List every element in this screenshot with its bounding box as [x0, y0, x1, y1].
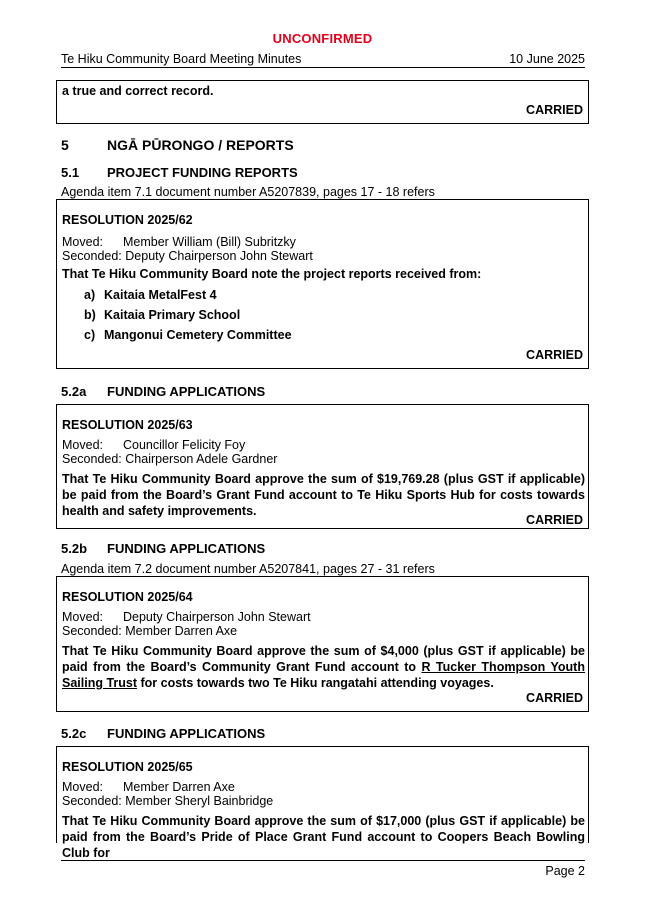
- resolution-text: That Te Hiku Community Board approve the sum of $19,769.28 (plus GST if applicable) be paid from the Board’s Grant Fund account to Te Hiku Sports Hub for costs towards health and safety improvements.: [62, 472, 585, 518]
- list-text: Kaitaia Primary School: [104, 308, 241, 322]
- resolution-text: [62, 643, 585, 691]
- section-5-2b-heading: [61, 541, 265, 556]
- list-label: b): [84, 308, 96, 322]
- footer-divider: [61, 860, 585, 861]
- resolution-text-part: for costs towards two Te Hiku rangatahi attending voyages.: [137, 676, 494, 690]
- section-number: 5.1: [61, 165, 80, 180]
- carried-label: CARRIED: [526, 103, 583, 117]
- seconded-label: Seconded:: [62, 249, 122, 263]
- moved-line: [62, 438, 245, 452]
- section-5-2a-heading: [61, 384, 265, 399]
- resolution-number: RESOLUTION 2025/65: [62, 760, 193, 774]
- resolution-text: That Te Hiku Community Board approve the sum of $17,000 (plus GST if applicable) be paid from the Board’s Pride of Place Grant Fund account to Coopers Beach Bowling Club for: [62, 814, 585, 860]
- seconded-label: Seconded:: [62, 452, 122, 466]
- unconfirmed-stamp: UNCONFIRMED: [272, 31, 373, 46]
- moved-by: Councillor Felicity Foy: [123, 438, 246, 452]
- list-label: a): [84, 288, 96, 302]
- recipient-name: R Tucker Thompson Youth Sailing Trust: [62, 660, 585, 690]
- resolution-number: RESOLUTION 2025/62: [62, 213, 193, 227]
- agenda-reference: Agenda item 7.1 document number A5207839, pages 17 - 18 refers: [61, 185, 435, 199]
- list-label: c): [84, 328, 96, 342]
- moved-line: [62, 780, 235, 794]
- seconded-by: Deputy Chairperson John Stewart: [125, 249, 313, 263]
- top-resolution-box: [56, 80, 589, 124]
- moved-line: [62, 610, 311, 624]
- list-text: Mangonui Cemetery Committee: [104, 328, 292, 342]
- carried-label: CARRIED: [526, 348, 583, 362]
- resolution-box-2025-65: [56, 746, 589, 860]
- section-title: PROJECT FUNDING REPORTS: [107, 165, 298, 180]
- moved-by: Member William (Bill) Subritzky: [123, 235, 296, 249]
- section-title: FUNDING APPLICATIONS: [107, 541, 266, 556]
- seconded-by: Member Sheryl Bainbridge: [125, 794, 274, 808]
- resolution-text-part: That Te Hiku Community Board approve the sum of $4,000 (plus GST if applicable) be paid from the Board’s Community Grant Fund account to: [62, 644, 585, 674]
- section-title: FUNDING APPLICATIONS: [107, 384, 266, 399]
- section-number: 5.2a: [61, 384, 87, 399]
- section-title: NGĀ PŪRONGO / REPORTS: [107, 137, 294, 153]
- moved-by: Deputy Chairperson John Stewart: [123, 610, 311, 624]
- header-title: Te Hiku Community Board Meeting Minutes: [61, 52, 302, 66]
- seconded-line: [62, 624, 237, 638]
- section-number: 5.2b: [61, 541, 88, 556]
- seconded-line: [62, 249, 313, 263]
- seconded-line: [62, 794, 273, 808]
- carried-label: CARRIED: [526, 691, 583, 705]
- moved-label: Moved:: [62, 610, 103, 624]
- moved-label: Moved:: [62, 438, 103, 452]
- section-5-2c-heading: [61, 726, 265, 741]
- agenda-reference: Agenda item 7.2 document number A5207841, pages 27 - 31 refers: [61, 562, 435, 576]
- list-item: [84, 288, 217, 302]
- page-number: Page 2: [545, 864, 585, 878]
- moved-label: Moved:: [62, 235, 103, 249]
- seconded-label: Seconded:: [62, 794, 122, 808]
- seconded-line: [62, 452, 277, 466]
- moved-line: [62, 235, 296, 249]
- seconded-label: Seconded:: [62, 624, 122, 638]
- resolution-box-2025-63: [56, 404, 589, 529]
- moved-label: Moved:: [62, 780, 103, 794]
- section-5-1-heading: [61, 165, 298, 180]
- moved-by: Member Darren Axe: [123, 780, 235, 794]
- resolution-number: RESOLUTION 2025/64: [62, 590, 193, 604]
- resolution-number: RESOLUTION 2025/63: [62, 418, 193, 432]
- seconded-by: Chairperson Adele Gardner: [125, 452, 278, 466]
- list-text: Kaitaia MetalFest 4: [104, 288, 217, 302]
- list-item: [84, 328, 292, 342]
- header-date: 10 June 2025: [509, 52, 585, 66]
- resolution-text: That Te Hiku Community Board note the project reports received from:: [62, 267, 482, 281]
- section-title: FUNDING APPLICATIONS: [107, 726, 266, 741]
- section-number: 5: [61, 137, 69, 153]
- resolution-box-2025-64: [56, 576, 589, 712]
- section-5-heading: [61, 137, 294, 153]
- section-number: 5.2c: [61, 726, 87, 741]
- resolution-box-2025-62: [56, 199, 589, 369]
- list-item: [84, 308, 240, 322]
- page-header: [61, 52, 585, 68]
- carried-label: CARRIED: [526, 513, 583, 527]
- seconded-by: Member Darren Axe: [125, 624, 238, 638]
- top-box-text: a true and correct record.: [62, 84, 214, 98]
